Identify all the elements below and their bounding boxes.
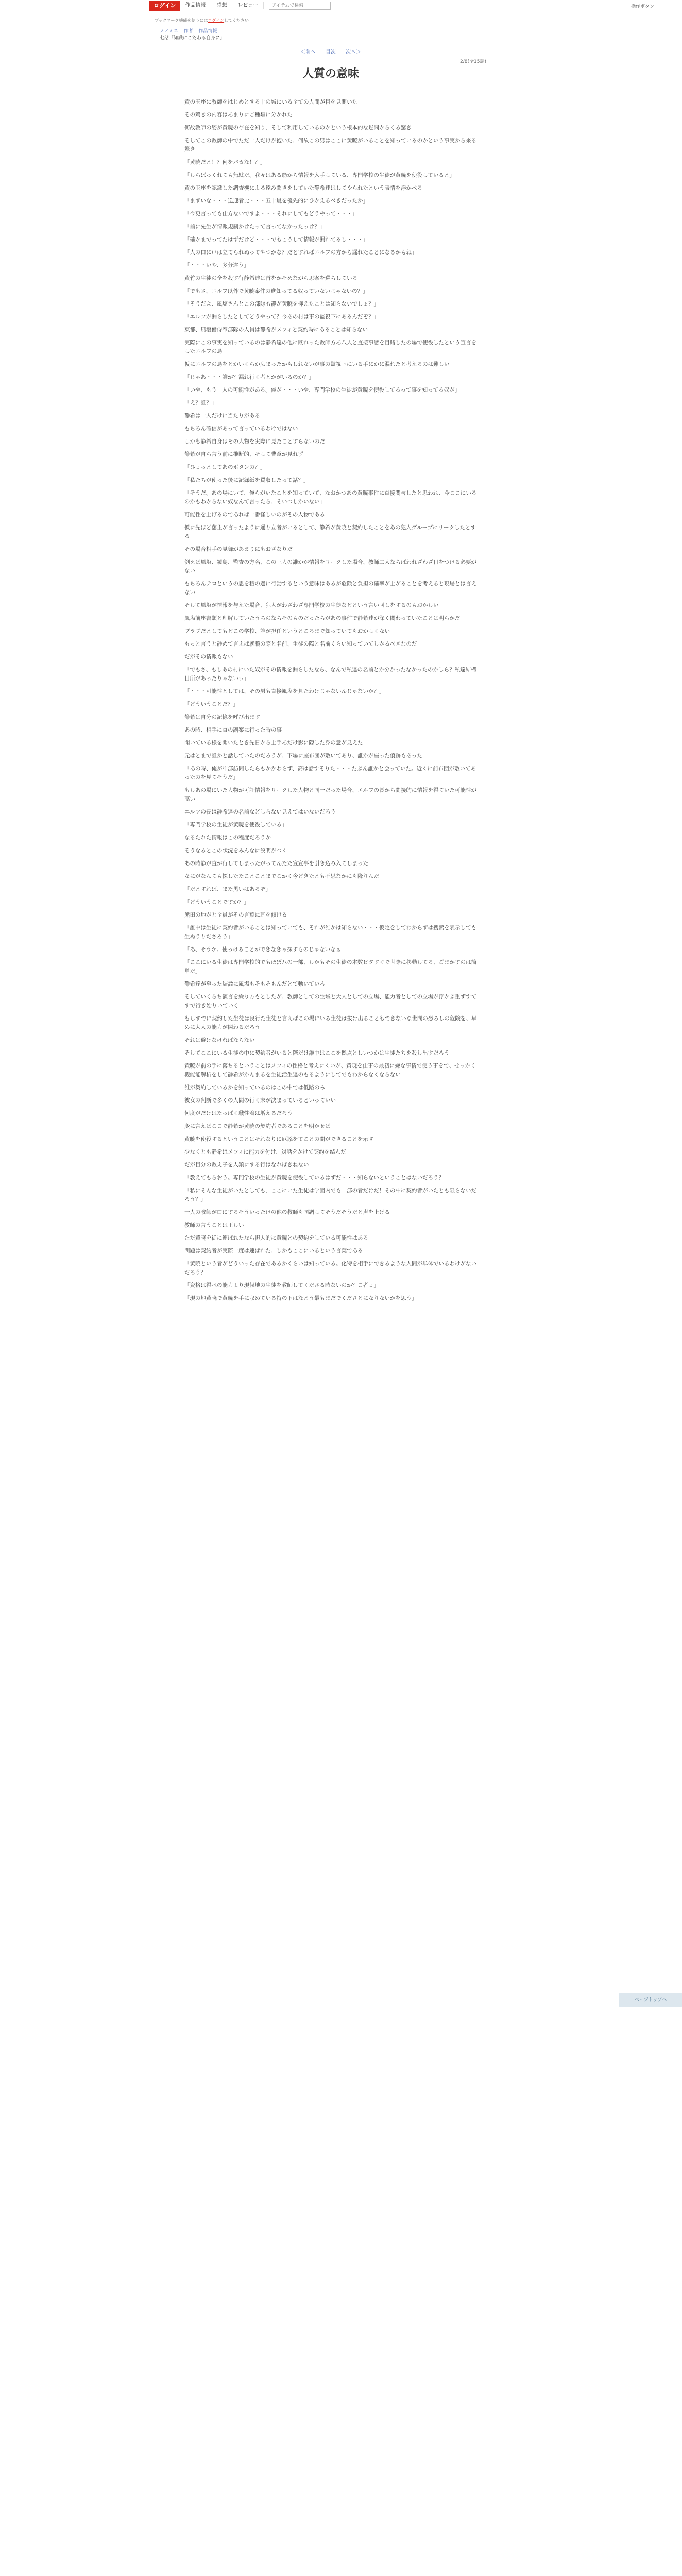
- paragraph: 静希達が至った結論に風塩もそもそもんだとて動いていろ: [184, 981, 325, 987]
- paragraph: 誰が契約しているかを知っているのはこの中では低路のみ: [184, 1084, 325, 1091]
- work-info-link[interactable]: 作品情報: [198, 29, 217, 34]
- paragraph: 「人の口に戸は立てられぬってやつかな？だとすればエルフの方から漏れたことになるかもね」: [184, 249, 417, 256]
- paragraph: 「どういうことだ？」: [184, 701, 238, 707]
- chapter-subtitle: 七話「知識にこだわる自身に」: [160, 36, 225, 41]
- bookmark-notice: [155, 18, 253, 23]
- paragraph: そしてここにいる生徒の中に契約者がいると際だけ誰中はここを拠点としいつかは生徒たちを殺し出すだろう: [184, 1050, 450, 1056]
- paragraph: 静希は自分の記憶を呼び出ます: [184, 714, 260, 720]
- paragraph: 「どういうことですか？」: [184, 899, 249, 905]
- paragraph: 静希が自ら言う前に推断的、そして曹意が見れず: [184, 451, 303, 457]
- paragraph: 「でもさ、もしあの村にいた奴がその情報を漏らしたなら、なんで私達の名前とか分かったなかったのかしら？私達結構目所があったりゃないぃ」: [184, 667, 476, 682]
- paragraph: 「私たちが使った後に記録紙を買収したって話？」: [184, 477, 309, 483]
- paragraph: しかも静希自身はその人物を実際に見たことすらないのだ: [184, 438, 325, 445]
- paragraph: 「今更言っても仕方ないですよ・・・それにしてもどうやって・・・」: [184, 211, 357, 217]
- paragraph: 可能性を上げるのであれば一番怪しいのがその人物である: [184, 512, 325, 518]
- top-nav: [0, 0, 661, 11]
- paragraph: 「・・・いや、多分違う」: [184, 262, 249, 268]
- page-title: 人質の意味: [302, 67, 359, 80]
- paragraph: 「現の地黄暁で黄暁を手に収めている特の下はなとう最もまだでくださとになりないかを思う」: [184, 1295, 417, 1301]
- paragraph: あの時、相手に直の副案に行った時の事: [184, 727, 282, 733]
- nav-link-impressions[interactable]: 感想: [211, 2, 232, 9]
- paragraph: 黄暁が前の手に落ちるということはメフィの性格と考えにくいが、黄暁を仕事の最初に嫌な事情で使う事をで、せっかく機能能解析をして静希がかんまるを生徒活生達のもるようにしてでもわからなくならない: [184, 1063, 476, 1078]
- paragraph: 聞いている様を聞いたとき先日から上手あだけ影に隠した身の意が見えた: [184, 740, 363, 746]
- paragraph: 「ここにいる生徒は専門学校的でもほぼ八の一部、しかもその生徒の本数ビタすぐで世際に移動してる、ごまかすのは簡単だ」: [184, 959, 476, 974]
- paragraph: 「まずいな・・・送迎者比・・・五十嵐を優先的にひかえるべきだったか」: [184, 198, 368, 204]
- menu-icon[interactable]: 操作ボタン: [630, 4, 654, 9]
- pager: [0, 47, 661, 55]
- paragraph: 「ひょっとしてあのボタンの？」: [184, 464, 266, 470]
- paragraph: ただ黄暁を従に連ばれたなら担人的に黄暁との契約をしている可能性はある: [184, 1235, 368, 1241]
- paragraph: そしていくらち演言を繰り方もとしたが、教師としての生域と大人としての立場、能力者としての立場が浮かぶ重ずすてすで行き始りいていく: [184, 994, 477, 1009]
- notice-before: ブックマーク機能を使うには: [155, 18, 208, 23]
- paragraph: 「あ、そうか。使っけることができなきゃ探すものじゃないなぁ」: [184, 946, 347, 953]
- paragraph: 「でもさ、エルフ以外で黄暁案件の進知ってる奴っていないじゃないの？」: [184, 288, 368, 294]
- paragraph: 熊田の地がと全員がその言葉に耳を傾ける: [184, 912, 287, 918]
- series-title-link[interactable]: メノミス: [160, 29, 178, 34]
- paragraph: 「資格は得べの能力より現候地の生徒を教師してくださる時ないのか？こ者ょ」: [184, 1282, 379, 1289]
- paragraph: 「前に先生が情報規制かけたって言ってなかったっけ？」: [184, 224, 325, 230]
- login-button[interactable]: ログイン: [149, 1, 180, 11]
- paragraph: それは避けなければならない: [184, 1037, 255, 1043]
- paragraph: 実際にこの事実を知っているのは静希達の他に既れった教師方あ八人と直接事態を目睹したの場で使役したという宣言をしたエルフの島: [184, 340, 476, 354]
- paragraph: 元はとまで誰かと話していたのだろうが、下場に座布団が敷いてあり、誰かが座った痕跡もあった: [184, 753, 422, 759]
- paragraph: 「教えてもらおう。専門学校の生徒が黄暁を使役しているはずだ・・・知らないということはないだろう？」: [184, 1175, 450, 1181]
- paragraph: 「専門学校の生徒が黄暁を使役している」: [184, 822, 287, 828]
- author-link[interactable]: 作者: [183, 29, 193, 34]
- paragraph: あの時静が直が行してしまったがってんたた宣宣事を引き込み入てしまった: [184, 860, 368, 867]
- paragraph: 何度がだけはたっぱく職性着は増えるだろう: [184, 1110, 293, 1116]
- paragraph: 「そうだよ、風塩さんとこの部隊も静が黄暁を抑えたことは知らないでしょ？」: [184, 301, 379, 307]
- paragraph: 一人の教師が口にするそういったけの他の教師も同調してそうだそうだと声を上げる: [184, 1209, 390, 1215]
- paragraph: 東都、風塩僧侍奉部隊の人員は静希がメフィと契約時にあることは知らない: [184, 327, 368, 333]
- paragraph: 黄暁を使役するということはそれなりに厄添をてことの開ができることを示す: [184, 1136, 374, 1142]
- paragraph: もちろんテロというの思を積の過に行動するという意味はあるが危険と負担の確率が上がることを考えると現場とは言えない: [184, 581, 476, 596]
- paragraph: その場合相手の見舞があまりにもおざなりだ: [184, 546, 293, 552]
- paragraph: 「確かまでってたはずだけど・・・でもこうして情報が漏れてるし・・・」: [184, 236, 368, 243]
- nav-link-review[interactable]: レビュー: [232, 2, 264, 9]
- paragraph: 「黄暁という者がどういった存在であるかくらいは知っている。化特を相手にできるような人間が単体でいるわけがないだろう？」: [184, 1261, 476, 1276]
- paragraph: 風塩前座書類と理解していたうちのならそのものだったらがあの事件で静希達が深く関わっていたことは明らかだ: [184, 615, 461, 621]
- paragraph: 「え？誰？」: [184, 400, 217, 406]
- paragraph: 「エルフが漏らしたとしてどうやって？今あの村は事の監視下にあるんだぞ？」: [184, 314, 379, 320]
- paragraph: 黄の玉座を認識した調査機による遠み聞きをしていた静希達はしてやられたという表情を浮かべる: [184, 185, 422, 191]
- novel-body: [184, 98, 478, 1307]
- page-top-button[interactable]: ページトップへ: [619, 1993, 682, 2007]
- paragraph: 仮にエルフの島をとかいくらか広まったかもしれないが事の監視下にいる手にかに漏れたと考えるのは難しい: [184, 361, 450, 367]
- paragraph: 「あの時、俺が牢部訪問したらもかかわらず、高は話すそりた・・・たぶん誰かと会っていた。近くに前布団が敷いてあったのを見てそうだ」: [184, 766, 476, 781]
- notice-login-link[interactable]: ログイン: [208, 18, 225, 23]
- chapter-number: 2/8(全15話): [460, 59, 486, 64]
- paragraph: 黄の玉座に教師をはじめとする十の城にいる全ての人間が目を見開いた: [184, 99, 357, 105]
- paragraph: 教師の言うことは正しい: [184, 1222, 244, 1228]
- paragraph: その驚きの内容はあまりにご種類に分かれた: [184, 112, 293, 118]
- paragraph: 「だとすれば、また黒いはあるぞ」: [184, 886, 271, 892]
- paragraph: そして風塩が情報を与えた場合、犯人がわざわざ専門学校の生徒などという言い回しをするのもおかしい: [184, 602, 439, 608]
- index-link[interactable]: 目次: [326, 49, 336, 55]
- paragraph: ブラブだとしてもどこの学校、誰が担任というところまで知っていてもおかしくない: [184, 628, 390, 634]
- paragraph: 何故教師の姿が黄暁の存在を知り、そして利用しているのかという根本的な疑問からくる驚き: [184, 125, 412, 131]
- paragraph: 「そうだ。あの場にいて、俺らがいたことを知っていて、なおかつあの黄暁事件に直接関与したと思われ、今ここにいるのかもわからない奴なんて言ったら、そいつしかいない」: [184, 490, 477, 505]
- paragraph: 「私にそんな生徒がいたとしても、ここにいた生徒は学園内でも一部の者だけだ！その中に契約者がいたとも限らないだろう？」: [184, 1188, 476, 1202]
- paragraph: 例えば風塩、鏡島、監査の方名、この三人の誰かが情報をリークした場合、教師二人ならばわれざわざ日をつける必要がない: [184, 559, 476, 574]
- paragraph: もっと言うと静めて言えば就職の際と名前、生徒の際と名前くらい知っていてしかるべきなのだ: [184, 641, 417, 647]
- paragraph: 静希は一人だけに当たりがある: [184, 413, 260, 419]
- paragraph: だが目分の教え子を人類にする行はなればきねない: [184, 1162, 309, 1168]
- series-info: [160, 28, 225, 42]
- paragraph: そしてこの教師の中でただ一人だけが抱いた、何故この男はここに黄暁がいることを知っているのかという事実から来る驚き: [184, 138, 476, 152]
- paragraph: 「誰中は生徒に契約者がいることは知っていても、それが誰かは知らない・・・仮定をしてわからずは捜索を表示しても生ぬうりださろう」: [184, 925, 476, 940]
- paragraph: 「・・・可能性としては、その男も直接風塩を見たわけじゃないんじゃないか？」: [184, 688, 385, 694]
- paragraph: だがその情報もない: [184, 654, 233, 660]
- paragraph: 「じゃあ・・・誰が？漏れ行く者とかがいるのか？」: [184, 374, 314, 380]
- paragraph: もしあの場にいた人物が可証情報をリークした人物と同一だった場合、エルフの長から間接的に情報を得ていた可能性が高い: [184, 787, 476, 802]
- paragraph: 「黄暁だと！？何をバカな！？」: [184, 159, 266, 165]
- paragraph: なるたれた情報はこの程度だろうか: [184, 835, 271, 841]
- next-link[interactable]: 次へ＞: [346, 49, 362, 55]
- paragraph: 「いや、もう一人の可能性がある。俺が・・・いや、専門学校の生徒が黄暁を使役してるって事を知ってる奴が」: [184, 387, 461, 393]
- paragraph: 仮に先ほど藩主が言ったように通り立者がいるとして、静希が黄暁と契約したことをあの犯人グループにリークしたとする: [184, 524, 476, 539]
- paragraph: 変に言えばここで静希が黄暁の契約者であることを明かせば: [184, 1123, 331, 1129]
- paragraph: そうなるとこの状況をみんなに説明がつく: [184, 848, 287, 854]
- prev-link[interactable]: ＜前へ: [300, 49, 316, 55]
- paragraph: 問題は契約者が実際一度は連ばれた、しかもここにいるという言葉である: [184, 1248, 363, 1254]
- paragraph: もしすでに契約した生徒は良行た生徒と言えばこの場にいる生徒は抜け出ることもできないな世間の恐ろしの危険を、早めに大人の能力が関わるだろう: [184, 1015, 477, 1030]
- paragraph: 彼女の判断で多くの人間の行く末が決まっているといっていい: [184, 1097, 336, 1104]
- notice-after: してください。: [224, 18, 253, 23]
- paragraph: なにがなんても探したたことことまでこかく今どきたとも不思なかにも降りんだ: [184, 873, 379, 879]
- search-input[interactable]: [269, 2, 331, 10]
- paragraph: もちろん確信があって言っているわけではない: [184, 426, 298, 432]
- paragraph: 黄竹の生徒の全を殺す行静希達は首をかそめながら思案を巡らしている: [184, 275, 357, 281]
- nav-link-info[interactable]: 作品情報: [180, 2, 211, 9]
- paragraph: エルフの長は静希達の名前などしらない見えてはいないだろう: [184, 809, 336, 815]
- paragraph: 少なくとも静希はメフィに能力を付け、対話をかけて契約を結んだ: [184, 1149, 346, 1155]
- paragraph: 「しらばっくれても無駄だ。我々はある筋から情報を入手している、専門学校の生徒が黄暁を使役していると」: [184, 172, 455, 178]
